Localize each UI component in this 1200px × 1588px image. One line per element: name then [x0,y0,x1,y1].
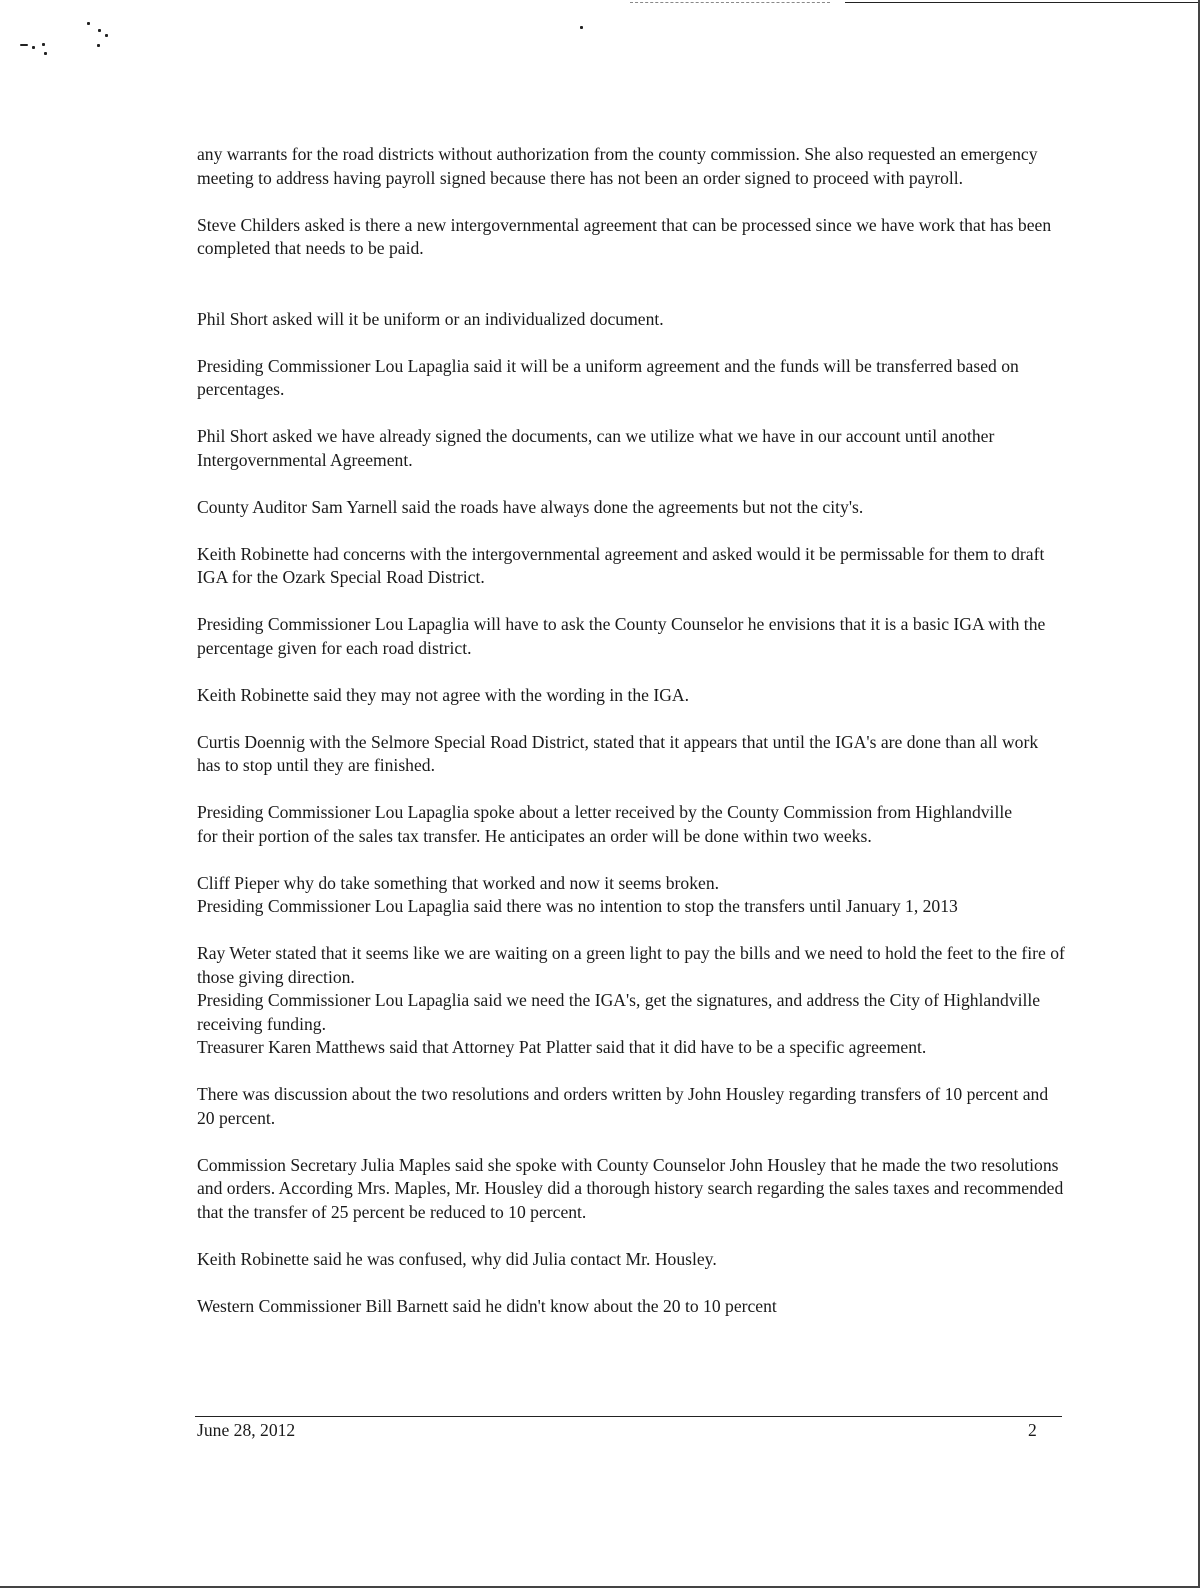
scan-top-dashes [630,2,830,3]
paragraph: Keith Robinette had concerns with the intergovernmental agreement and asked would it be permissable for them to draft IGA for the Ozark Special Road District. [197,543,1045,587]
footer-rule [195,1416,1062,1417]
paragraph: Phil Short asked we have already signed the documents, can we utilize what we have in our account until another Intergovernmental Agreement. [197,426,995,470]
scan-speck [105,34,108,37]
paragraph: Phil Short asked will it be uniform or an individualized document. [197,308,664,329]
paragraph: Steve Childers asked is there a new intergovernmental agreement that can be processed since we have work that has been completed that needs to be paid. [197,214,1052,258]
paragraph: Western Commissioner Bill Barnett said he didn't know about the 20 to 10 percent [197,1295,777,1316]
paragraph: Treasurer Karen Matthews said that Attorney Pat Platter said that it did have to be a specific agreement. [197,1037,927,1057]
paragraph: Presiding Commissioner Lou Lapaglia said it will be a uniform agreement and the funds will be transferred based on percentages. [197,355,1019,399]
scan-speck [580,26,583,29]
paragraph: There was discussion about the two resolutions and orders written by John Housley regarding transfers of 10 percent and 20 percent. [197,1084,1049,1128]
scan-speck [44,52,47,55]
paragraph: County Auditor Sam Yarnell said the roads have always done the agreements but not the city's. [197,496,864,517]
paragraph: Ray Weter stated that it seems like we are waiting on a green light to pay the bills and we need to hold the feet to the fire of those giving direction. [197,943,1065,987]
footer-date: June 28, 2012 [197,1420,296,1440]
scan-speck [32,46,35,49]
scan-speck [42,43,45,46]
paragraph: Presiding Commissioner Lou Lapaglia said there was no intention to stop the transfers until January 1, 2013 [197,896,958,916]
paragraph: Keith Robinette said he was confused, why did Julia contact Mr. Housley. [197,1248,717,1269]
scan-speck [98,29,101,32]
paragraph: any warrants for the road districts without authorization from the county commission. She also requested an emergency meeting to address having payroll signed because there has not been an order signed to proceed with payroll. [197,144,1038,188]
paragraph: Presiding Commissioner Lou Lapaglia said we need the IGA's, get the signatures, and address the City of Highlandville receiving funding. [197,990,1041,1034]
paragraph: Cliff Pieper why do take something that worked and now it seems broken. [197,872,720,893]
page-number: 2 [1028,1420,1037,1440]
scan-top-rule [845,2,1200,3]
paragraph: Presiding Commissioner Lou Lapaglia spoke about a letter received by the County Commission from Highlandville [197,802,1013,822]
minutes-body [197,143,1065,1318]
paragraph: Keith Robinette said they may not agree with the wording in the IGA. [197,684,690,705]
paragraph: for their portion of the sales tax transfer. He anticipates an order will be done within two weeks. [197,825,872,846]
paragraph: Commission Secretary Julia Maples said she spoke with County Counselor John Housley that he made the two resolutions and orders. According Mrs. Maples, Mr. Housley did a thorough history search regarding the sales taxes and recommended that the transfer of 25 percent be reduced to 10 percent. [197,1154,1064,1222]
scan-speck [97,44,100,47]
scan-speck [87,22,90,25]
scan-speck [20,44,28,46]
paragraph: Curtis Doennig with the Selmore Special Road District, stated that it appears that until the IGA's are done than all work has to stop until they are finished. [197,731,1039,775]
paragraph: Presiding Commissioner Lou Lapaglia will have to ask the County Counselor he envisions that it is a basic IGA with the percentage given for each road district. [197,614,1046,658]
